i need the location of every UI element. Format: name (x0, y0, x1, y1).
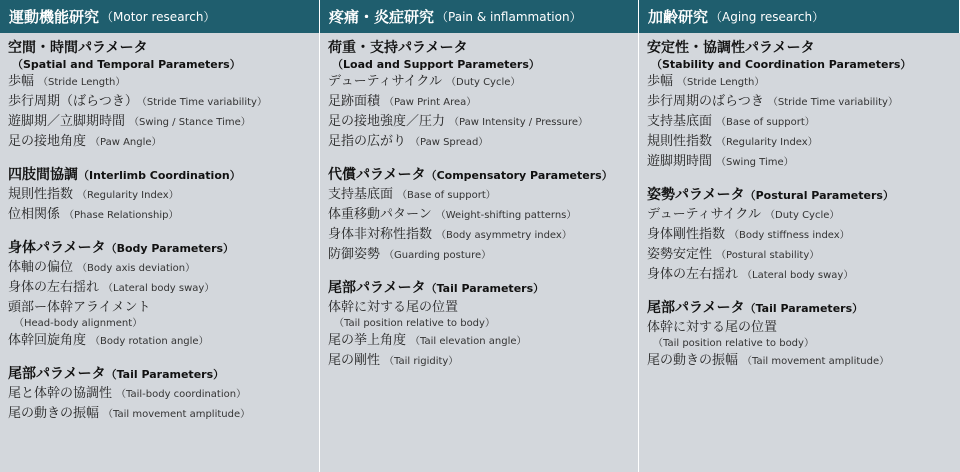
parameter-name-jp: 体軸の偏位 (8, 260, 74, 275)
group-title-en: （Interlimb Coordination） (78, 169, 241, 182)
parameter-name-jp: 歩幅 (647, 74, 674, 89)
parameter-name-jp: 規則性指数 (8, 187, 74, 202)
header-title-en: （Pain & inflammation） (436, 10, 582, 24)
parameter-group (647, 186, 952, 285)
parameter-name-jp: 支持基底面 (647, 114, 713, 129)
parameter-name-en: （Body asymmetry index） (436, 230, 572, 241)
parameter-name-en: （Body axis deviation） (77, 263, 196, 274)
parameter-name-jp: 体重移動パターン (328, 207, 432, 222)
parameter-name-en: （Tail movement amplitude） (742, 356, 890, 367)
parameter-item (647, 225, 952, 245)
parameter-item (8, 404, 311, 424)
parameter-group (647, 299, 952, 371)
group-title-en: （Compensatory Parameters） (425, 169, 613, 182)
parameter-name-jp: デューティサイクル (328, 74, 443, 89)
parameter-item (328, 92, 630, 112)
parameter-item (8, 112, 311, 132)
parameter-group (8, 39, 311, 152)
parameter-name-jp: デューティサイクル (647, 207, 762, 222)
parameter-name-en: （Tail position relative to body） (653, 338, 814, 349)
parameter-name-en: （Stride Time variability） (767, 97, 898, 108)
parameter-name-jp: 足跡面積 (328, 94, 381, 109)
parameter-name-en: （Lateral body sway） (742, 270, 854, 281)
parameter-name-en: （Regularity Index） (716, 137, 818, 148)
parameter-name-en: （Postural stability） (716, 250, 820, 261)
group-title (8, 239, 311, 258)
parameter-item (647, 205, 952, 225)
group-subtitle: （Spatial and Temporal Parameters） (12, 58, 241, 71)
parameter-name-jp: 体幹回旋角度 (8, 333, 87, 348)
parameter-item (328, 245, 630, 265)
parameter-name-jp: 遊脚期／立脚期時間 (8, 114, 126, 129)
group-title-jp: 尾部パラメータ (328, 280, 426, 296)
parameter-item (8, 185, 311, 205)
parameter-group (8, 166, 311, 225)
parameter-name-jp: 身体非対称性指数 (328, 227, 433, 242)
parameter-group (328, 279, 630, 371)
parameter-name-en: （Body stiffness index） (729, 230, 850, 241)
group-title-jp: 尾部パラメータ (647, 300, 745, 316)
group-title-en: （Tail Parameters） (744, 302, 864, 315)
parameter-item (8, 384, 311, 404)
parameter-name-en: （Lateral body sway） (103, 283, 215, 294)
parameter-name-jp: 規則性指数 (647, 134, 713, 149)
header-pain-inflammation (320, 0, 639, 33)
parameter-item (328, 132, 630, 152)
group-title (328, 166, 630, 185)
parameter-name-jp: 位相関係 (8, 207, 61, 222)
parameter-name-en: （Regularity Index） (77, 190, 179, 201)
group-title-en: （Body Parameters） (105, 242, 235, 255)
parameter-name-en: （Stride Length） (38, 77, 126, 88)
group-title-jp: 荷重・支持パラメータ (328, 40, 468, 56)
parameter-item (8, 132, 311, 152)
parameter-name-jp: 身体の左右揺れ (8, 280, 100, 295)
parameter-item (328, 185, 630, 205)
parameter-item (8, 205, 311, 225)
group-title (328, 279, 630, 298)
group-title-en: （Tail Parameters） (425, 282, 545, 295)
parameter-name-jp: 足の接地強度／圧力 (328, 114, 446, 129)
parameter-item (647, 112, 952, 132)
parameter-item (647, 265, 952, 285)
group-title-jp: 姿勢パラメータ (647, 187, 745, 203)
parameter-name-en: （Tail-body coordination） (116, 389, 247, 400)
parameter-name-en: （Stride Length） (677, 77, 765, 88)
parameter-item (8, 298, 311, 317)
parameter-name-en: （Tail rigidity） (384, 356, 459, 367)
parameter-item (8, 72, 311, 92)
parameter-item (647, 92, 952, 112)
group-title-en: （Tail Parameters） (105, 368, 225, 381)
parameter-item (647, 152, 952, 172)
parameter-name-en: （Body rotation angle） (90, 336, 209, 347)
group-title (647, 299, 952, 318)
parameter-name-en: （Swing Time） (716, 157, 794, 168)
parameter-item (328, 205, 630, 225)
group-title (8, 166, 311, 185)
parameter-name-jp: 支持基底面 (328, 187, 394, 202)
parameter-name-en: （Weight-shifting patterns） (435, 210, 577, 221)
header-title-jp: 疼痛・炎症研究 (329, 8, 435, 26)
group-title-jp: 代償パラメータ (328, 167, 426, 183)
parameter-name-en: （Head-body alignment） (14, 318, 143, 329)
parameter-item (328, 112, 630, 132)
parameter-item (328, 225, 630, 245)
parameter-group (8, 239, 311, 351)
parameter-name-jp: 尾の剛性 (328, 353, 381, 368)
parameter-name-en: （Guarding posture） (384, 250, 492, 261)
parameter-name-en: （Paw Angle） (90, 137, 162, 148)
parameter-item (8, 331, 311, 351)
parameter-item (328, 72, 630, 92)
column-pain-inflammation (320, 33, 639, 472)
parameter-name-jp: 歩行周期のばらつき (647, 94, 764, 109)
parameter-name-jp: 尾の挙上角度 (328, 333, 407, 348)
parameter-name-jp: 歩幅 (8, 74, 35, 89)
group-title (8, 365, 311, 384)
parameter-name-jp: 防御姿勢 (328, 247, 381, 262)
column-aging-research (639, 33, 960, 472)
parameter-name-en: （Stride Time variability） (141, 97, 267, 108)
parameter-name-en: （Swing / Stance Time） (129, 117, 251, 128)
column-motor-research (0, 33, 320, 472)
group-subtitle: （Stability and Coordination Parameters） (651, 58, 912, 71)
parameter-item (647, 245, 952, 265)
group-subtitle: （Load and Support Parameters） (332, 58, 540, 71)
parameter-name-jp: 歩行周期（ばらつき） (8, 94, 138, 109)
parameter-item (647, 132, 952, 152)
group-title (328, 39, 630, 57)
group-title-jp: 空間・時間パラメータ (8, 40, 148, 56)
parameter-group (8, 365, 311, 424)
parameter-item (8, 258, 311, 278)
group-title-en: （Postural Parameters） (744, 189, 894, 202)
parameter-name-en: （Base of support） (716, 117, 815, 128)
header-aging-research (639, 0, 960, 33)
parameter-name-en: （Tail movement amplitude） (103, 409, 251, 420)
parameter-item (8, 278, 311, 298)
parameter-group (328, 39, 630, 152)
parameter-name-jp: 身体の左右揺れ (647, 267, 739, 282)
header-title-jp: 加齢研究 (648, 8, 709, 26)
parameter-name-en: （Paw Spread） (410, 137, 489, 148)
header-title-en: （Aging research） (710, 10, 825, 24)
parameter-name-jp: 尾の動きの振幅 (8, 406, 100, 421)
parameter-name-jp: 足指の広がり (328, 134, 407, 149)
parameter-name-en: （Duty Cycle） (446, 77, 521, 88)
parameter-name-jp: 尾の動きの振幅 (647, 353, 739, 368)
parameter-item (647, 72, 952, 92)
parameter-group (647, 39, 952, 172)
parameter-item (647, 318, 952, 337)
parameter-name-en: （Paw Print Area） (384, 97, 477, 108)
parameter-name-jp: 頭部ー体幹アライメント (8, 300, 151, 315)
group-title-jp: 尾部パラメータ (8, 366, 106, 382)
parameter-name-jp: 尾と体幹の協調性 (8, 386, 113, 401)
parameter-name-en: （Tail elevation angle） (410, 336, 527, 347)
group-title (8, 39, 311, 57)
parameter-group (328, 166, 630, 265)
header-title-en: （Motor research） (101, 10, 216, 24)
parameter-name-jp: 身体剛性指数 (647, 227, 726, 242)
parameter-item (328, 331, 630, 351)
parameter-name-jp: 遊脚期時間 (647, 154, 713, 169)
parameter-name-en: （Duty Cycle） (765, 210, 840, 221)
group-title-jp: 身体パラメータ (8, 240, 106, 256)
parameter-name-en: （Tail position relative to body） (334, 318, 495, 329)
parameter-name-jp: 体幹に対する尾の位置 (647, 320, 778, 335)
parameter-name-en: （Paw Intensity / Pressure） (449, 117, 589, 128)
parameter-item (8, 92, 311, 112)
parameter-name-jp: 足の接地角度 (8, 134, 87, 149)
parameter-item (328, 298, 630, 317)
group-title-jp: 安定性・協調性パラメータ (647, 40, 815, 56)
parameter-name-en: （Base of support） (397, 190, 496, 201)
group-title-jp: 四肢間協調 (8, 167, 78, 183)
parameter-name-jp: 姿勢安定性 (647, 247, 713, 262)
parameter-name-jp: 体幹に対する尾の位置 (328, 300, 459, 315)
group-title (647, 39, 952, 57)
header-motor-research (0, 0, 320, 33)
header-title-jp: 運動機能研究 (9, 8, 100, 26)
parameter-item (647, 351, 952, 371)
group-title (647, 186, 952, 205)
parameter-name-en: （Phase Relationship） (64, 210, 179, 221)
parameter-item (328, 351, 630, 371)
